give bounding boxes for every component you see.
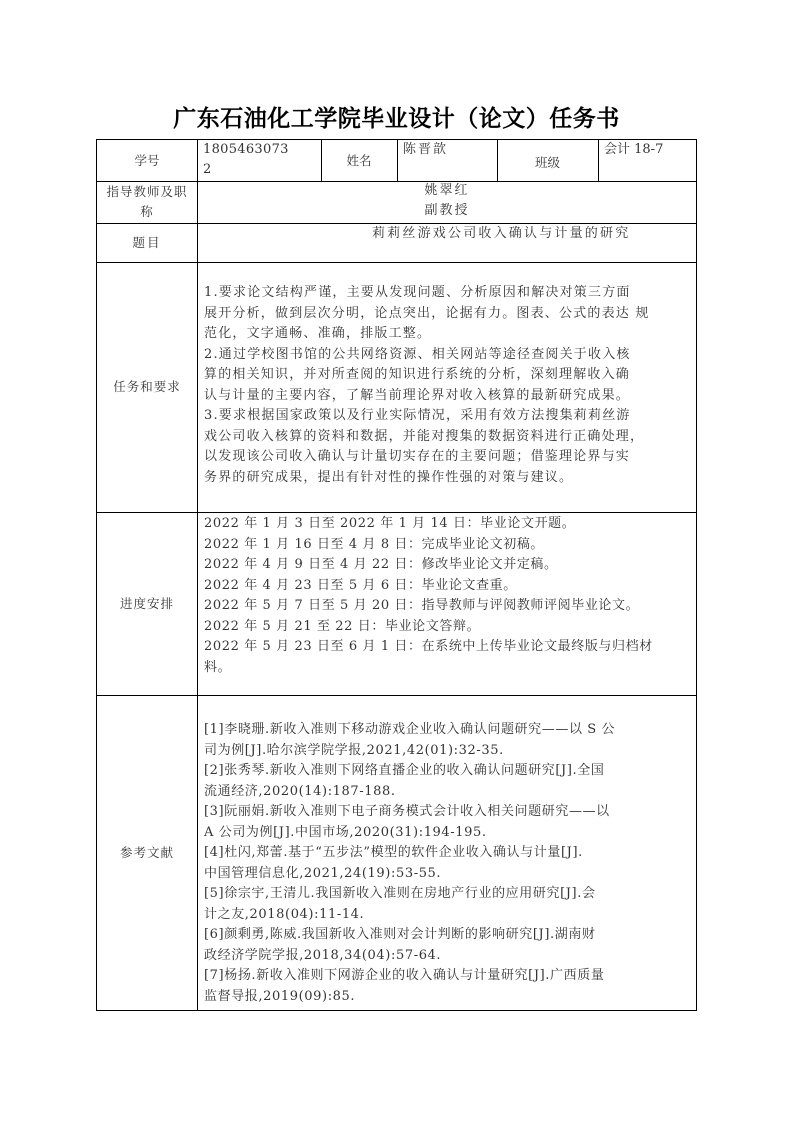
- requirements-line: 3.要求根据国家政策以及行业实际情况，采用有效方法搜集莉莉丝游: [204, 408, 631, 423]
- schedule-line: 2022 年 1 月 16 日至 4 月 8 日：完成毕业论文初稿。: [204, 536, 545, 552]
- reference-line: 流通经济,2020(14):187-188.: [204, 783, 396, 799]
- requirements-label: 任务和要求: [113, 379, 181, 394]
- task-table: [96, 139, 697, 1011]
- topic-label: 题目: [132, 234, 162, 250]
- schedule-line: 2022 年 4 月 23 日至 5 月 6 日：毕业论文查重。: [204, 577, 517, 593]
- requirements-line: 戏公司收入核算的资料和数据，并能对搜集的数据资料进行正确处理，: [204, 428, 645, 444]
- student-id-value: [203, 140, 321, 180]
- requirements-line: 务界的研究成果，提出有针对性的操作性强的对策与建议。: [204, 469, 574, 485]
- schedule-line: 料。: [204, 659, 232, 675]
- advisor-value: [197, 181, 697, 221]
- requirements-line: 2.通过学校图书馆的公共网络资源、相关网站等途径查阅关于收入核: [204, 346, 631, 362]
- advisor-label: [97, 181, 197, 223]
- column-divider: [197, 140, 198, 1010]
- column-divider: [598, 140, 599, 181]
- reference-line: [4]杜闪,郑蕾.基于“五步法”模型的软件企业收入确认与计量[J].: [204, 845, 583, 860]
- reference-line: A 公司为例[J].中国市场,2020(31):194-195.: [204, 824, 487, 840]
- schedule-line: 2022 年 5 月 7 日至 5 月 20 日：指导教师与评阅教师评阅毕业论文。: [204, 598, 640, 613]
- reference-line: [6]颜剩勇,陈威.我国新收入准则对会计判断的影响研究[J].湖南财: [204, 927, 596, 942]
- reference-line: [2]张秀琴.新收入准则下网络直播企业的收入确认问题研究[J].全国: [204, 763, 605, 778]
- reference-line: [3]阮丽娟.新收入准则下电子商务模式会计收入相关问题研究——以: [204, 804, 610, 819]
- schedule-line: 2022 年 4 月 9 日至 4 月 22 日：修改毕业论文并定稿。: [204, 557, 558, 572]
- advisor-title: 副教授: [424, 203, 470, 218]
- reference-line: 计之友,2018(04):11-14.: [204, 906, 365, 922]
- advisor-name: 姚翠红: [424, 183, 470, 198]
- student-id-label: 学号: [134, 152, 160, 168]
- schedule-label: 进度安排: [119, 595, 174, 611]
- schedule-line: 2022 年 5 月 23 日至 6 月 1 日：在系统中上传毕业论文最终版与归档材: [204, 639, 653, 654]
- document-title: 广东石油化工学院毕业设计（论文）任务书: [173, 106, 620, 132]
- requirements-text: [204, 283, 690, 488]
- class-value: 会计 18-7: [604, 142, 664, 157]
- requirements-line: 以发现该公司收入确认与计量切实存在的主要问题；借鉴理论界与实: [204, 449, 631, 464]
- requirements-line: 认与计量的主要内容，了解当前理论界对收入核算的最新研究成果。: [204, 387, 631, 403]
- reference-line: 司为例[J].哈尔滨学院学报,2021,42(01):32-35.: [204, 742, 504, 758]
- name-label: 姓名: [346, 152, 372, 168]
- reference-line: [5]徐宗宇,王清儿.我国新收入准则在房地产行业的应用研究[J].会: [204, 886, 596, 901]
- requirements-line: 展开分析，做到层次分明，论点突出，论据有力。图表、公式的表达 规: [204, 305, 650, 321]
- topic-value: 莉莉丝游戏公司收入确认与计量的研究: [372, 226, 631, 241]
- requirements-line: 范化，文字通畅、准确，排版工整。: [204, 326, 432, 341]
- reference-line: [1]李晓珊.新收入准则下移动游戏企业收入确认问题研究——以 S 公: [204, 722, 616, 737]
- reference-line: 监督导报,2019(09):85.: [204, 988, 356, 1004]
- advisor-label-line2: 称: [140, 204, 154, 219]
- references-text: [204, 720, 690, 1007]
- student-id-line1: 1805463073: [203, 142, 289, 157]
- requirements-line: 算的相关知识，并对所查阅的知识进行系统的分析，深刻理解收入确: [204, 367, 631, 382]
- advisor-label-line1: 指导教师及职: [106, 184, 188, 199]
- name-value: 陈晋歆: [403, 142, 449, 157]
- reference-line: 中国管理信息化,2021,24(19):53-55.: [204, 865, 442, 881]
- references-label: 参考文献: [119, 844, 174, 860]
- class-label: 班级: [534, 154, 560, 170]
- schedule-line: 2022 年 1 月 3 日至 2022 年 1 月 14 日：毕业论文开题。: [204, 516, 576, 531]
- schedule-line: 2022 年 5 月 21 至 22 日：毕业论文答辩。: [204, 618, 481, 634]
- column-divider: [397, 140, 398, 181]
- schedule-text: [204, 514, 690, 678]
- requirements-line: 1.要求论文结构严谨，主要从发现问题、分析原因和解决对策三方面: [204, 285, 631, 300]
- reference-line: [7]杨扬.新收入准则下网游企业的收入确认与计量研究[J].广西质量: [204, 968, 605, 983]
- student-id-line2: 2: [203, 162, 212, 177]
- reference-line: 政经济学院学报,2018,34(04):57-64.: [204, 947, 442, 963]
